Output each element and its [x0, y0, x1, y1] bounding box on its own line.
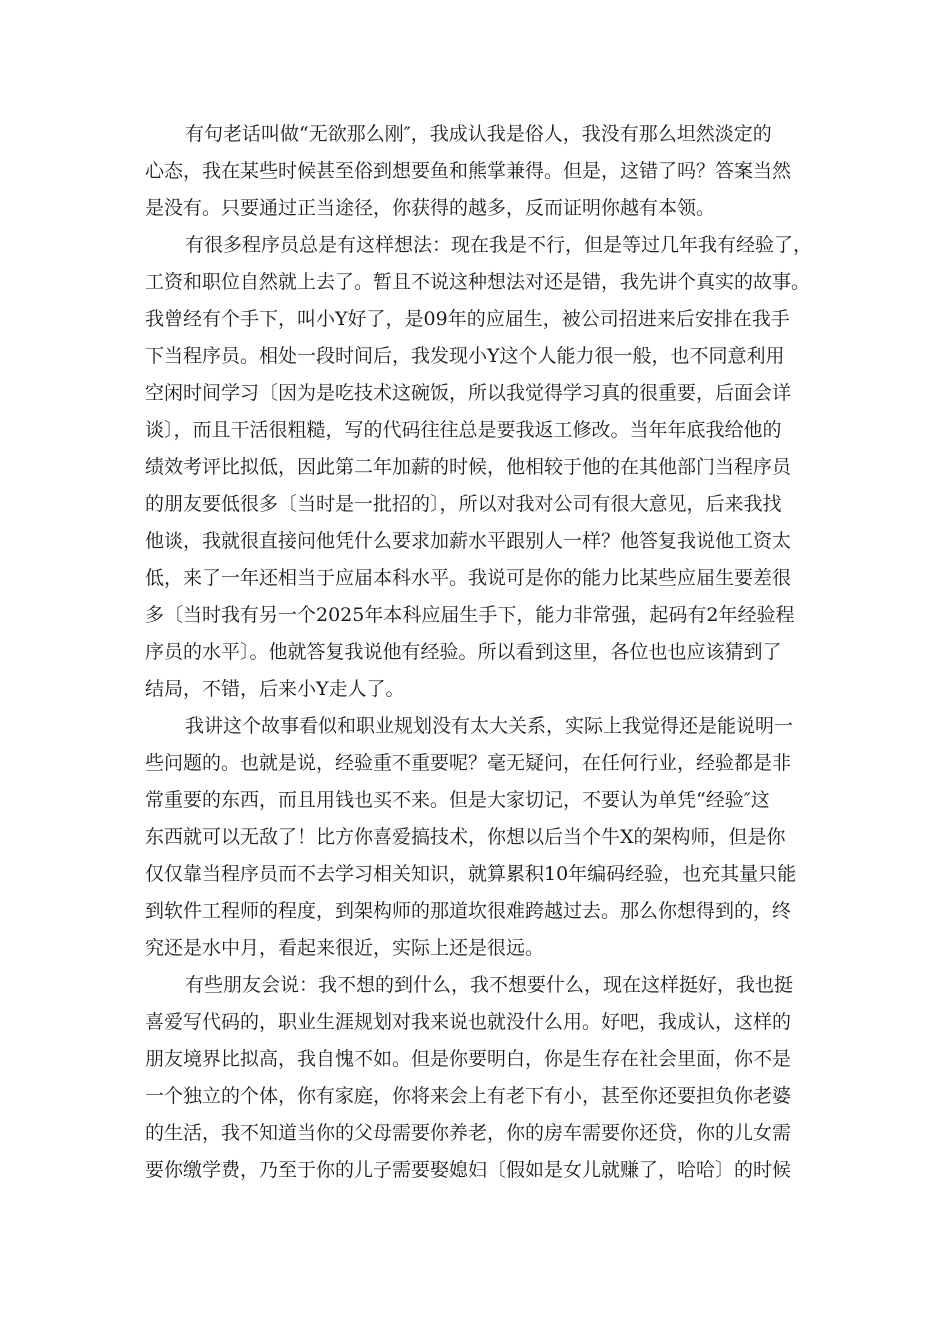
paragraph-3: [145, 708, 807, 967]
text-line: 的生活，我不知道当你的父母需要你养老，你的房车需要你还贷，你的儿女需: [145, 1122, 792, 1144]
text-line: 的朋友要低很多〔当时是一批招的〕，所以对我对公司有很大意见，后来我找: [145, 493, 782, 515]
text-line: 序员的水平〕。他就答复我说他有经验。所以看到这里，各位也也应该猜到了: [145, 641, 782, 663]
text-line: 有些朋友会说：我不想的到什么，我不想要什么，现在这样挺好，我也挺: [185, 974, 794, 996]
text-line: 空闲时间学习〔因为是吃技术这碗饭，所以我觉得学习真的很重要，后面会详: [145, 382, 792, 404]
paragraph-1: [145, 116, 807, 227]
text-line: 下当程序员。相处一段时间后，我发现小Y这个人能力很一般，也不同意利用: [145, 345, 785, 367]
text-line: 一个独立的个体，你有家庭，你将来会上有老下有小，甚至你还要担负你老婆: [145, 1085, 792, 1107]
text-line: 低，来了一年还相当于应届本科水平。我说可是你的能力比某些应届生要差很: [145, 567, 792, 589]
text-line: 心态，我在某些时候甚至俗到想要鱼和熊掌兼得。但是，这错了吗？答案当然: [145, 160, 792, 182]
text-line: 工资和职位自然就上去了。暂且不说这种想法对还是错，我先讲个真实的故事。: [145, 271, 811, 293]
text-line: 我曾经有个手下，叫小Y好了，是09年的应届生，被公司招进来后安排在我手: [145, 308, 790, 330]
text-line: 绩效考评比拟低，因此第二年加薪的时候，他相较于他的在其他部门当程序员: [145, 456, 792, 478]
text-line: 有句老话叫做“无欲那么刚″，我成认我是俗人，我没有那么坦然淡定的: [185, 123, 772, 145]
text-line: 谈〕，而且干活很粗糙，写的代码往往总是要我返工修改。当年年底我给他的: [145, 419, 782, 441]
text-line: 究还是水中月，看起来很近，实际上还是很远。: [145, 937, 545, 959]
text-line: 喜爱写代码的，职业生涯规划对我来说也就没什么用。好吧，我成认，这样的: [145, 1011, 792, 1033]
document-body: [145, 116, 813, 1189]
text-line: 要你缴学费，乃至于你的儿子需要娶媳妇〔假如是女儿就赚了，哈哈〕的时候: [145, 1159, 792, 1181]
text-line: 他谈，我就很直接问他凭什么要求加薪水平跟别人一样？他答复我说他工资太: [145, 530, 792, 552]
text-line: 东西就可以无敌了！比方你喜爱搞技术，你想以后当个牛X的架构师，但是你: [145, 826, 786, 848]
text-line: 仅仅靠当程序员而不去学习相关知识，就算累积10年编码经验，也充其量只能: [145, 863, 797, 885]
text-line: 有很多程序员总是有这样想法：现在我是不行，但是等过几年我有经验了，: [185, 234, 813, 256]
text-line: 常重要的东西，而且用钱也买不来。但是大家切记，不要认为单凭“经验″这: [145, 789, 770, 811]
text-line: 些问题的。也就是说，经验重不重要呢？毫无疑问，在任何行业，经验都是非: [145, 752, 792, 774]
text-line: 我讲这个故事看似和职业规划没有太大关系，实际上我觉得还是能说明一: [185, 715, 794, 737]
text-line: 结局，不错，后来小Y走人了。: [145, 678, 405, 700]
text-line: 多〔当时我有另一个2025年本科应届生手下，能力非常强，起码有2年经验程: [145, 604, 795, 626]
paragraph-2: [145, 227, 813, 708]
text-line: 是没有。只要通过正当途径，你获得的越多，反而证明你越有本领。: [145, 197, 716, 219]
text-line: 到软件工程师的程度，到架构师的那道坎很难跨越过去。那么你想得到的，终: [145, 900, 792, 922]
text-line: 朋友境界比拟高，我自愧不如。但是你要明白，你是生存在社会里面，你不是: [145, 1048, 792, 1070]
paragraph-4: [145, 967, 807, 1189]
